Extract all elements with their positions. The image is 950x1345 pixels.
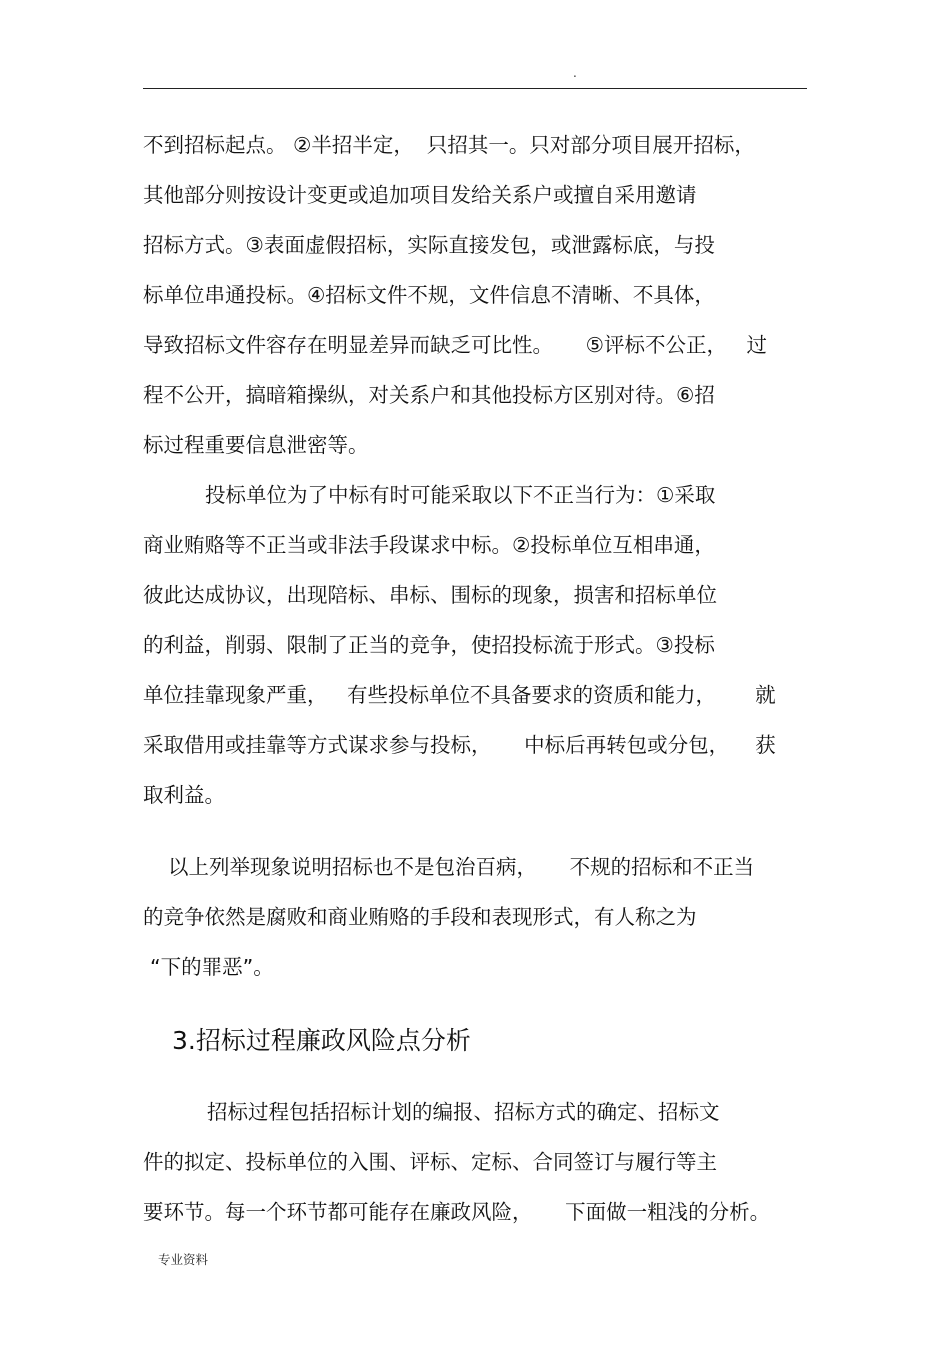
paragraph-line: 采取借用或挂靠等方式谋求参与投标， 中标后再转包或分包， 获: [143, 733, 776, 757]
header-mark: .: [573, 66, 577, 80]
paragraph-line: 导致招标文件容存在明显差异而缺乏可比性。 ⑤评标不公正， 过: [143, 333, 768, 357]
paragraph-line: 不到招标起点。 ②半招半定， 只招其一。只对部分项目展开招标，: [143, 133, 755, 157]
section-heading: 3.招标过程廉政风险点分析: [172, 1026, 471, 1055]
paragraph-line: 投标单位为了中标有时可能采取以下不正当行为：①采取: [205, 483, 716, 507]
paragraph-line: 的利益，削弱、限制了正当的竞争，使招投标流于形式。③投标: [143, 633, 715, 657]
paragraph-line: 取利益。: [143, 783, 225, 807]
paragraph-line: 招标方式。③表面虚假招标，实际直接发包，或泄露标底，与投: [143, 233, 715, 257]
paragraph-line: 以上列举现象说明招标也不是包治百病， 不规的招标和不正当: [168, 855, 755, 879]
paragraph-line: 的竞争依然是腐败和商业贿赂的手段和表现形式，有人称之为: [143, 905, 697, 929]
header-rule: [143, 88, 807, 89]
paragraph-line: 要环节。每一个环节都可能存在廉政风险， 下面做一粗浅的分析。: [143, 1200, 771, 1224]
paragraph-line: “下的罪恶”。: [150, 955, 274, 979]
paragraph-line: 单位挂靠现象严重， 有些投标单位不具备要求的资质和能力， 就: [143, 683, 776, 707]
footer-label: 专业资料: [158, 1252, 209, 1267]
paragraph-line: 件的拟定、投标单位的入围、评标、定标、合同签订与履行等主: [143, 1150, 717, 1174]
paragraph-line: 招标过程包括招标计划的编报、招标方式的确定、招标文: [207, 1100, 720, 1124]
paragraph-line: 商业贿赂等不正当或非法手段谋求中标。②投标单位互相串通，: [143, 533, 715, 557]
paragraph-line: 标单位串通投标。④招标文件不规，文件信息不清晰、不具体，: [143, 283, 715, 307]
paragraph-line: 其他部分则按设计变更或追加项目发给关系户或擅自采用邀请: [143, 183, 697, 207]
paragraph-line: 彼此达成协议，出现陪标、串标、围标的现象，损害和招标单位: [143, 583, 717, 607]
paragraph-line: 标过程重要信息泄密等。: [143, 433, 369, 457]
paragraph-line: 程不公开，搞暗箱操纵，对关系户和其他投标方区别对待。⑥招: [143, 383, 715, 407]
